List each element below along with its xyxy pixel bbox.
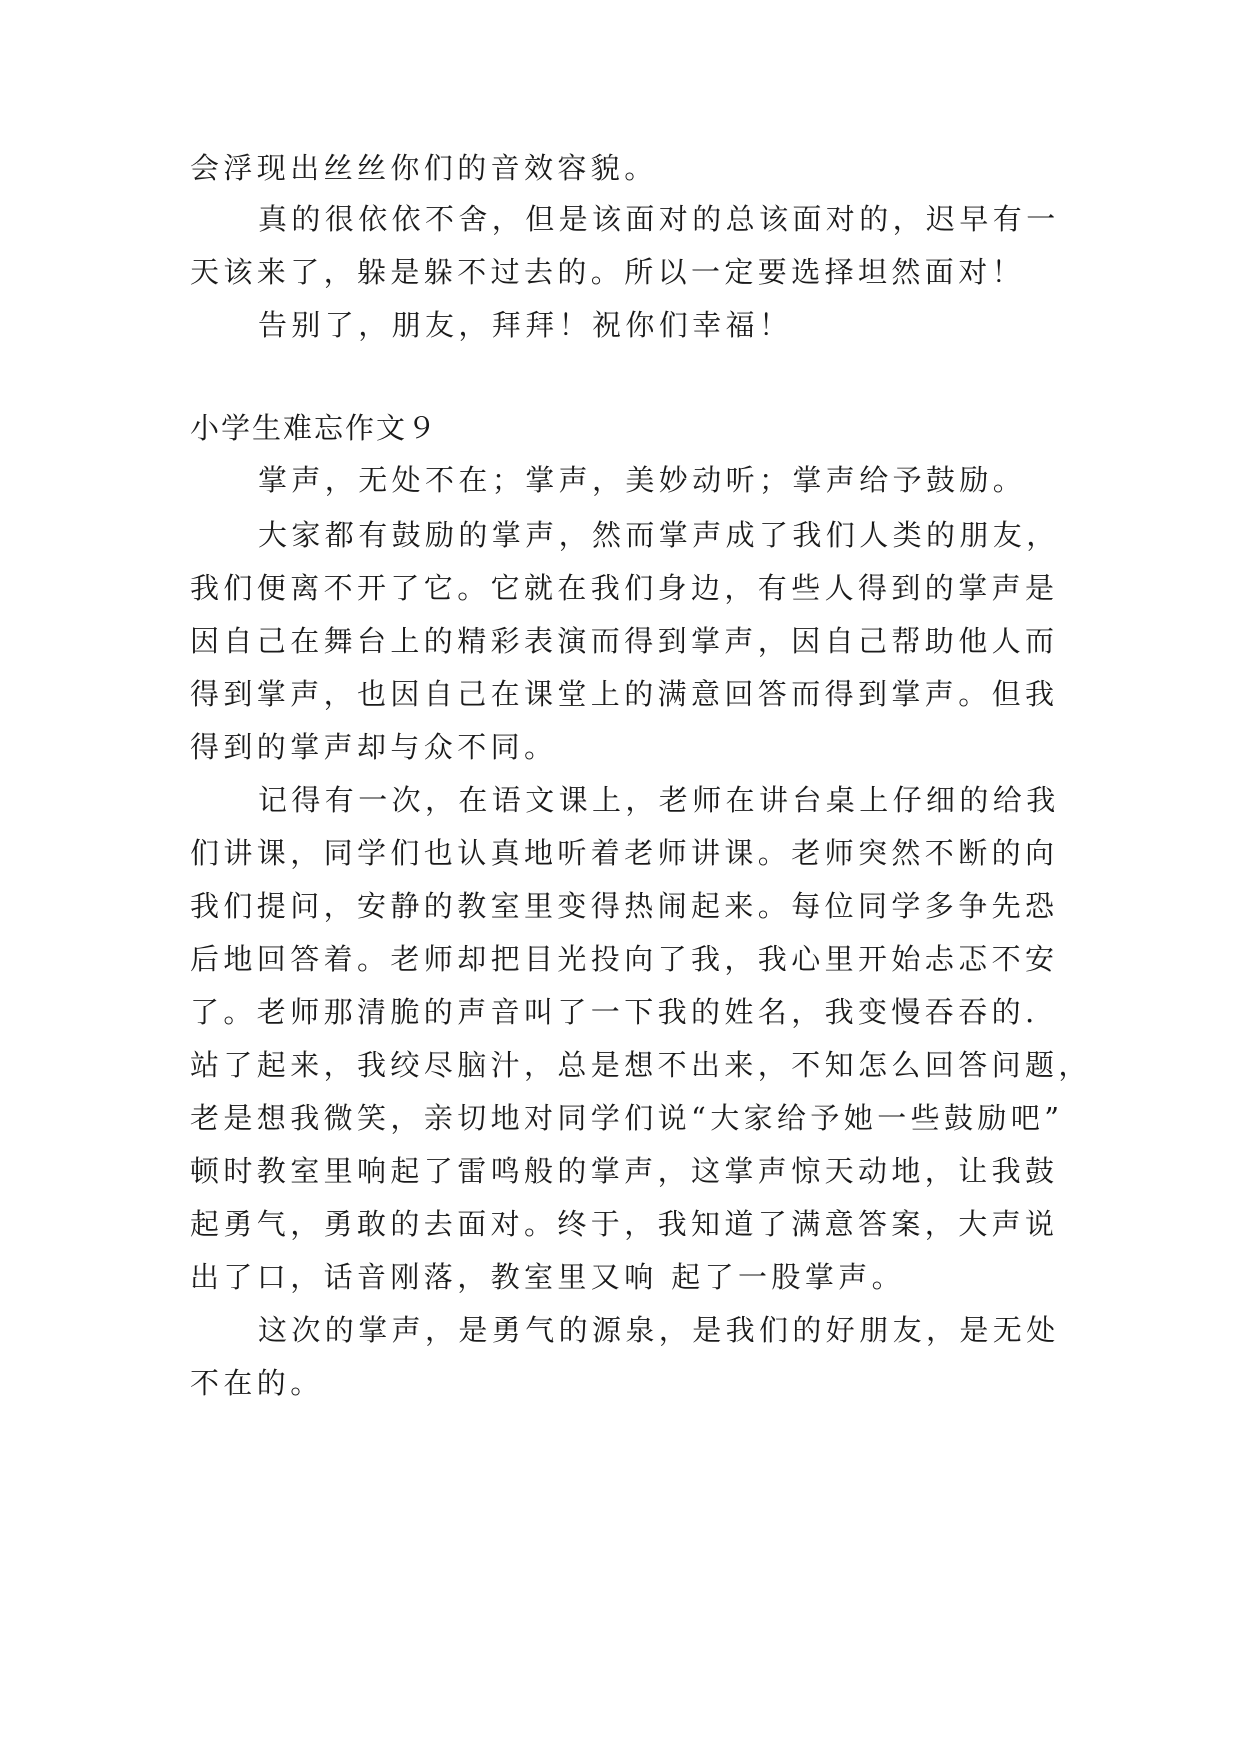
- paragraph-line: 站了起来，我绞尽脑汁，总是想不出来，不知怎么回答问题，: [190, 1048, 1092, 1082]
- paragraph-line: 们讲课，同学们也认真地听着老师讲课。老师突然不断的向: [190, 836, 1059, 870]
- paragraph-line: 告别了，朋友，拜拜！祝你们幸福！: [258, 308, 793, 342]
- paragraph-line: 起勇气，勇敢的去面对。终于，我知道了满意答案，大声说: [190, 1207, 1059, 1241]
- paragraph-line: 得到掌声，也因自己在课堂上的满意回答而得到掌声。但我: [190, 677, 1059, 711]
- paragraph-line: 这次的掌声，是勇气的源泉，是我们的好朋友，是无处: [258, 1313, 1060, 1347]
- paragraph-line: 不在的。: [190, 1366, 324, 1400]
- paragraph-line: 出了口，话音刚落，教室里又响 起了一股掌声。: [190, 1260, 906, 1294]
- paragraph-line: 真的很依依不舍，但是该面对的总该面对的，迟早有一: [258, 202, 1060, 236]
- paragraph-line: 了。老师那清脆的声音叫了一下我的姓名，我变慢吞吞的.: [190, 995, 1039, 1029]
- paragraph-line: 我们便离不开了它。它就在我们身边，有些人得到的掌声是: [190, 571, 1059, 605]
- paragraph-line: 得到的掌声却与众不同。: [190, 730, 558, 764]
- paragraph-line: 天该来了，躲是躲不过去的。所以一定要选择坦然面对！: [190, 255, 1026, 289]
- paragraph-line: 大家都有鼓励的掌声，然而掌声成了我们人类的朋友，: [258, 518, 1060, 552]
- section-title: 小学生难忘作文９: [190, 411, 439, 445]
- paragraph-line: 掌声，无处不在；掌声，美妙动听；掌声给予鼓励。: [258, 463, 1027, 497]
- paragraph-line: 老是想我微笑，亲切地对同学们说“大家给予她一些鼓励吧”: [190, 1101, 1064, 1135]
- paragraph-line: 因自己在舞台上的精彩表演而得到掌声，因自己帮助他人而: [190, 624, 1059, 658]
- paragraph-line: 顿时教室里响起了雷鸣般的掌声，这掌声惊天动地，让我鼓: [190, 1154, 1059, 1188]
- paragraph-line: 会浮现出丝丝你们的音效容貌。: [190, 151, 658, 185]
- paragraph-line: 记得有一次，在语文课上，老师在讲台桌上仔细的给我: [258, 783, 1060, 817]
- paragraph-line: 后地回答着。老师却把目光投向了我，我心里开始忐忑不安: [190, 942, 1059, 976]
- paragraph-line: 我们提问，安静的教室里变得热闹起来。每位同学多争先恐: [190, 889, 1059, 923]
